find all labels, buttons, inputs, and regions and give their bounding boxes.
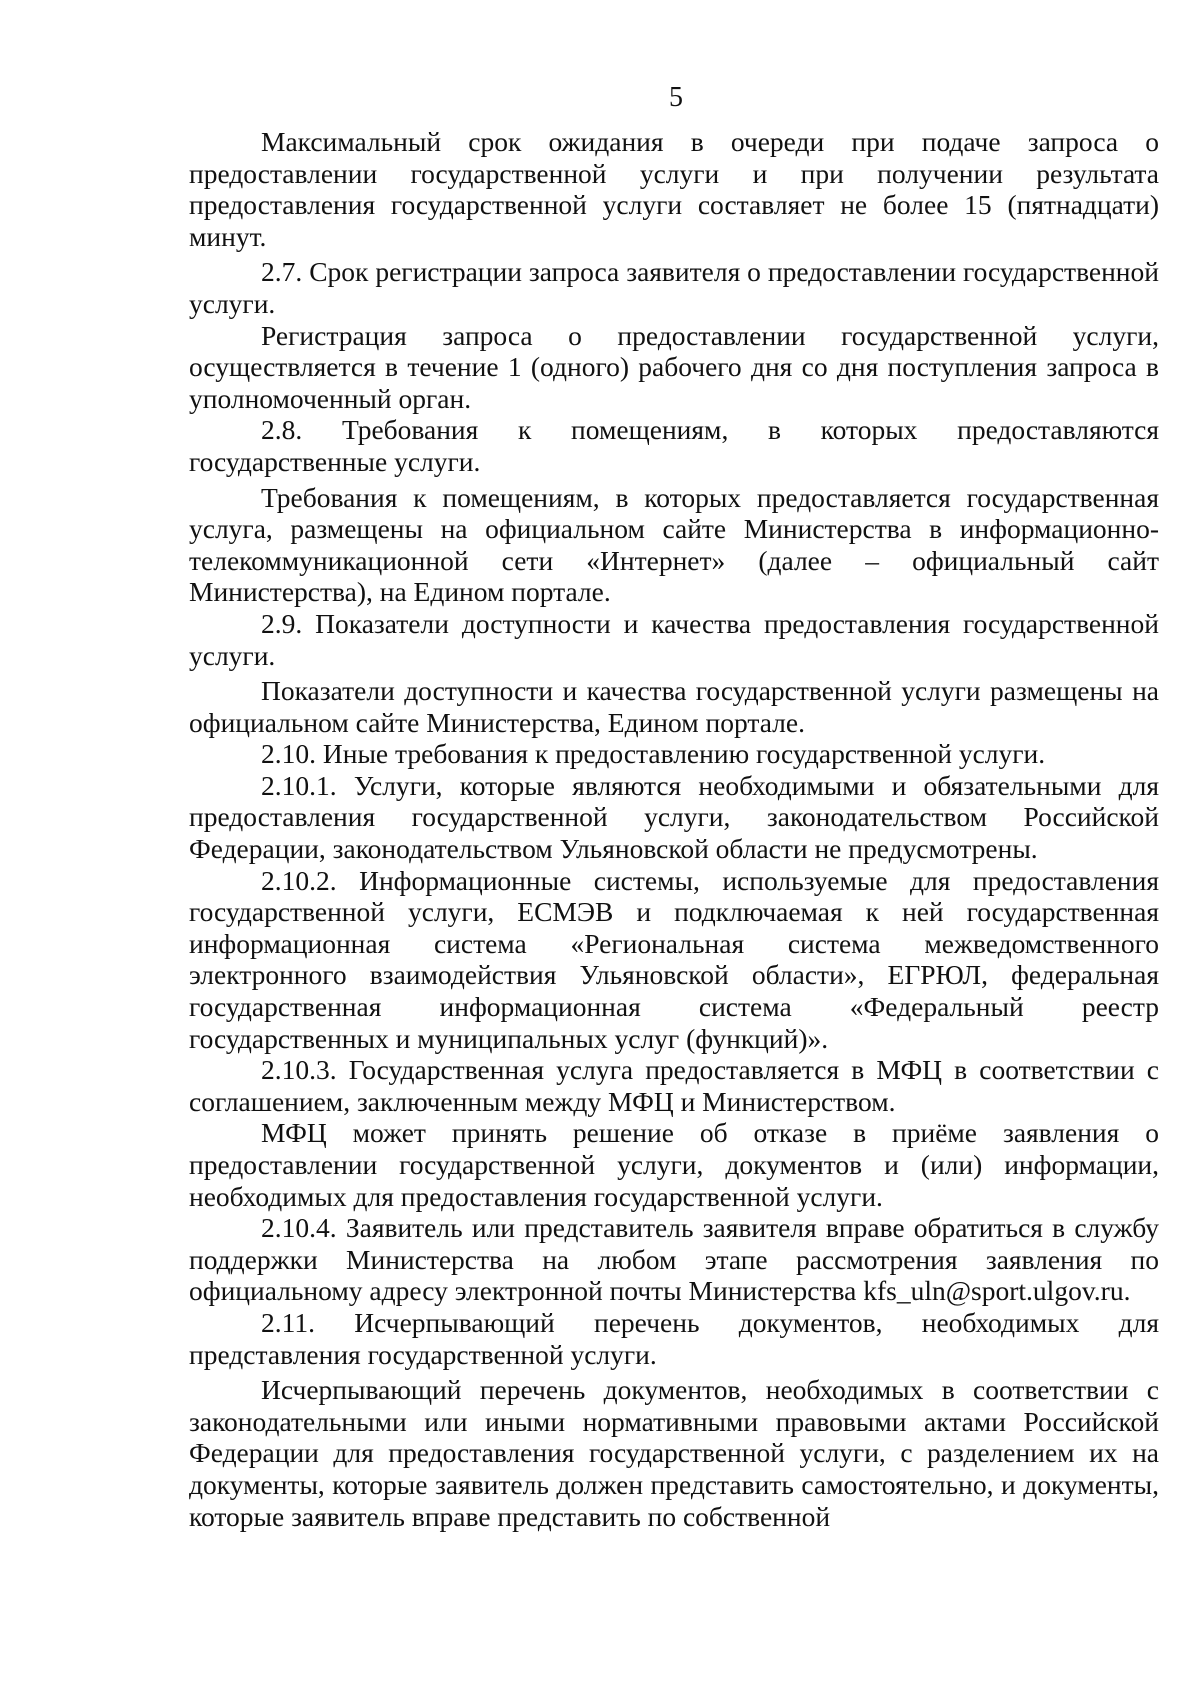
paragraph-premises-requirements: Требования к помещениям, в которых предоставляется государственная услуга, размещены на официальном сайте Министерства в информационно-телекоммуникационной сети «Интернет» (далее – официальный сайт Министерства), на Едином портале. <box>189 481 1159 608</box>
paragraph-availability-indicators: Показатели доступности и качества государственной услуги размещены на официальном сайте Министерства, Едином портале. <box>189 675 1159 738</box>
paragraph-2-11-heading: 2.11. Исчерпывающий перечень документов, необходимых для представления государственной услуги. <box>189 1306 1159 1370</box>
paragraph-2-9-heading: 2.9. Показатели доступности и качества предоставления государственной услуги. <box>189 607 1159 671</box>
paragraph-2-10-2: 2.10.2. Информационные системы, используемые для предоставления государственной услуги, ЕСМЭВ и подключаемая к ней государственная информационная система «Региональная система межведомственного электронного взаимодействия Ульяновской области», ЕГРЮЛ, федеральная государственная информационная система «Федеральный реестр государственных и муниципальных услуг (функций)». <box>189 864 1159 1054</box>
paragraph-2-10-4: 2.10.4. Заявитель или представитель заявителя вправе обратиться в службу поддержки Министерства на любом этапе рассмотрения заявления по официальному адресу электронной почты Министерства kfs_uln@sport.ulgov.ru. <box>189 1212 1159 1307</box>
page-number: 5 <box>669 82 683 113</box>
paragraph-2-7-heading: 2.7. Срок регистрации запроса заявителя о предоставлении государственной услуги. <box>189 256 1159 319</box>
paragraph-2-10-3: 2.10.3. Государственная услуга предоставляется в МФЦ в соответствии с соглашением, заключенным между МФЦ и Министерством. <box>189 1054 1159 1117</box>
paragraph-mfc-refusal: МФЦ может принять решение об отказе в приёме заявления о предоставлении государственной услуги, документов и (или) информации, необходимых для предоставления государственной услуги. <box>189 1117 1159 1212</box>
paragraph-2-10-1: 2.10.1. Услуги, которые являются необходимыми и обязательными для предоставления государственной услуги, законодательством Российской Федерации, законодательством Ульяновской области не предусмотрены. <box>189 769 1159 865</box>
paragraph-registration: Регистрация запроса о предоставлении государственной услуги, осуществляется в течение 1 (одного) рабочего дня со дня поступления запроса в уполномоченный орган. <box>189 319 1159 414</box>
paragraph-2-10-heading: 2.10. Иные требования к предоставлению государственной услуги. <box>261 738 1046 770</box>
paragraph-queue-time: Максимальный срок ожидания в очереди при подаче запроса о предоставлении государственной услуги и при получении результата предоставления государственной услуги составляет не более 15 (пятнадцати) минут. <box>189 126 1159 252</box>
paragraph-documents-list: Исчерпывающий перечень документов, необходимых в соответствии с законодательными или иными нормативными правовыми актами Российской Федерации для предоставления государственной услуги, с разделением их на документы, которые заявитель должен представить самостоятельно, и документы, которые заявитель вправе представить по собственной <box>189 1374 1159 1532</box>
paragraph-2-8-heading: 2.8. Требования к помещениям, в которых предоставляются государственные услуги. <box>189 414 1159 477</box>
document-body <box>189 126 1159 1532</box>
